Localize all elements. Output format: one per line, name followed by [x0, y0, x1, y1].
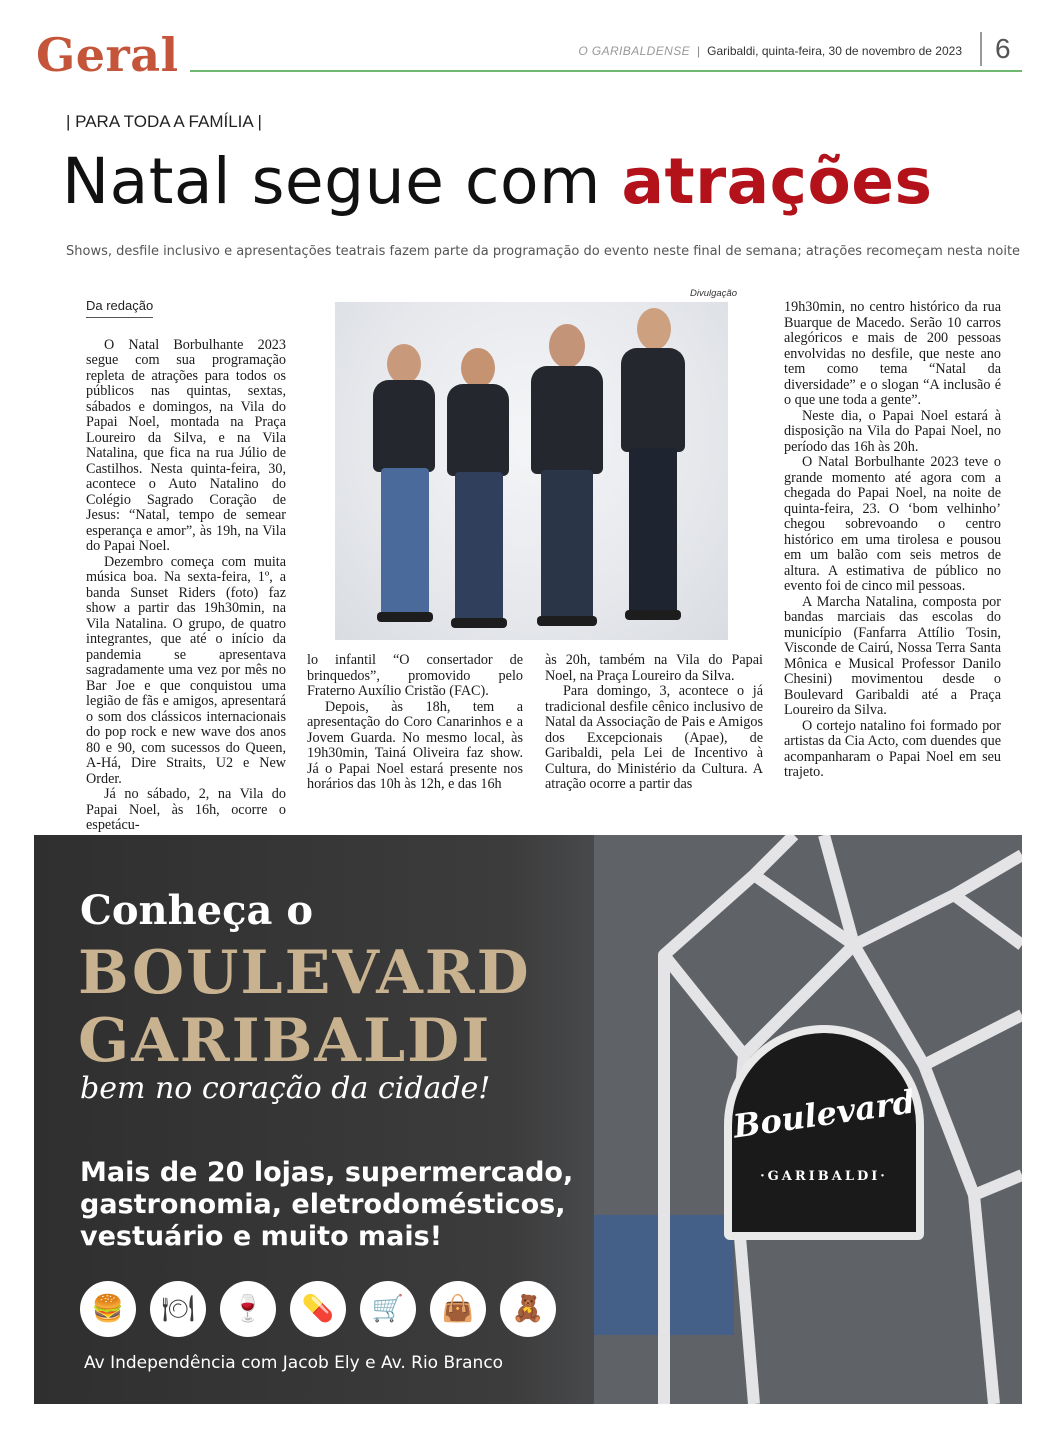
paragraph: Neste dia, o Papai Noel estará à disposição na Vila do Papai Noel, no período das 16h às 20h. — [784, 407, 1001, 455]
ad-address: Av Independência com Jacob Ely e Av. Rio Branco — [84, 1353, 504, 1373]
headline-main: Natal segue com — [62, 145, 622, 218]
wine-glass-icon: 🍷 — [220, 1281, 276, 1337]
subhead: Shows, desfile inclusivo e apresentações teatrais fazem parte da programação do evento neste final de semana; atrações recomeçam nesta noite — [66, 244, 1021, 259]
band-photo — [335, 302, 728, 640]
food-icon: 🍔 — [80, 1281, 136, 1337]
byline: Da redação — [86, 298, 153, 318]
paragraph: A Marcha Natalina, composta por bandas marciais das escolas do município (Fanfarra Attílio Tosin, Visconde de Cairú, Nossa Terra Santa Mônica e Musical Professor Danilo Chesini) movimentou desde o Boulevard Garibaldi até a Praça Loureiro da Silva. — [784, 593, 1001, 718]
sign-subtitle: ·GARIBALDI· — [760, 1169, 888, 1184]
paragraph: O cortejo natalino foi formado por artistas da Cia Acto, com duendes que acompanharam o Papai Noel em seu trajeto. — [784, 717, 1001, 780]
paragraph: O Natal Borbulhante 2023 segue com sua programação repleta de atrações para todos os públicos nas quintas, sextas, sábados e domingos, na Vila do Papai Noel, montada na Praça Loureiro da Silva, e na Vila Natalina, que fica na rua Júlio de Castilhos. Nesta quinta-feira, 30, acontece o Auto Natalino do Colégio Sagrado Coração de Jesus: “Natal, tempo de semear esperança e amor”, às 19h, na Vila do Papai Noel. — [86, 336, 286, 554]
ad-script-slogan: bem no coração da cidade! — [80, 1071, 491, 1106]
header-rule — [190, 70, 1022, 72]
newspaper-name: O GARIBALDENSE — [578, 44, 691, 58]
boulevard-sign — [724, 1025, 924, 1240]
photo-credit: Divulgação — [690, 288, 737, 299]
sign-brand: Boulevard — [730, 1082, 918, 1146]
headline-accent: atrações — [621, 145, 933, 218]
paragraph: 19h30min, no centro histórico da rua Buarque de Macedo. Serão 10 carros alegóricos e mais de 200 pessoas envolvidas no desfile, que neste ano tem como tema “Natal da diversidade” e o slogan “A inclusão é o que une toda a gente”. — [784, 299, 1001, 408]
ad-body-text: Mais de 20 lojas, supermercado, gastronomia, eletrodomésticos, vestuário e muito mais! — [80, 1157, 574, 1252]
paragraph: lo infantil “O consertador de brinquedos”, promovido pelo Fraterno Auxílio Cristão (FAC). — [307, 652, 523, 699]
article-column-2 — [307, 653, 523, 793]
paragraph: Para domingo, 3, acontece o já tradicional desfile cênico inclusivo de Natal da Associação de Pais e Amigos dos Excepcionais (Apae), de Garibaldi, pela Lei de Incentivo à Cultura, do Ministério da Cultura. A atração ocorre a partir das — [545, 683, 763, 792]
shopping-cart-icon: 🛒 — [360, 1281, 416, 1337]
ad-title-brand — [78, 939, 531, 1075]
dateline: Garibaldi, quinta-feira, 30 de novembro de 2023 — [707, 44, 962, 58]
paragraph: Depois, às 18h, tem a apresentação do Coro Canarinhos e a Jovem Guarda. No mesmo local, às 19h30min, Tainá Oliveira faz show. Já o Papai Noel estará presente nos horários das 10h às 12h, e das 16h — [307, 698, 523, 792]
shopping-bag-icon: 👜 — [430, 1281, 486, 1337]
ad-title-line2: BOULEVARD — [78, 938, 531, 1008]
kicker: | PARA TODA A FAMÍLIA | — [66, 112, 262, 131]
article-column-1 — [86, 298, 286, 834]
ad-title-line3: GARIBALDI — [78, 1006, 492, 1076]
ad-title-line1: Conheça o — [80, 887, 314, 934]
service-tray-icon: 🍽 — [150, 1281, 206, 1337]
page-number: 6 — [980, 32, 1011, 66]
paragraph: O Natal Borbulhante 2023 teve o grande momento até agora com a chegada do Papai Noel, na noite de quinta-feira, 23. O ‘bom velhinho’ chegou sobrevoando o centro histórico em uma tirolesa e pousou em um balão com seis metros de altura. A estimativa de público no evento foi de cinco mil pessoas. — [784, 454, 1001, 594]
section-title: Geral — [36, 28, 179, 82]
paragraph: às 20h, também na Vila do Papai Noel, na Praça Loureiro da Silva. — [545, 652, 763, 684]
paragraph: Dezembro começa com muita música boa. Na sexta-feira, 1º, a banda Sunset Riders (foto) faz show a partir das 19h30min, na Vila Natalina. O grupo, de quatro integrantes, que até o início da pandemia se apresentava sagradamente uma vez por mês no Bar Joe e que conquistou uma legião de fãs e amigos, apresentará o som dos clássicos internacionais do pop rock e new wave dos anos 80 e 90, com sucessos do Queen, A-Há, Dire Straits, U2 e New Order. — [86, 553, 286, 787]
ad-icon-row — [80, 1281, 556, 1337]
article-column-3 — [545, 653, 763, 793]
header-meta: O GARIBALDENSE | Garibaldi, quinta-feira, 30 de novembro de 2023 — [578, 44, 962, 58]
headline — [62, 140, 933, 224]
article-column-4 — [784, 300, 1001, 781]
pharmacy-pill-icon: 💊 — [290, 1281, 346, 1337]
paragraph: Já no sábado, 2, na Vila do Papai Noel, às 16h, ocorre o espetácu- — [86, 786, 286, 833]
teddy-bear-icon: 🧸 — [500, 1281, 556, 1337]
boulevard-ad — [34, 835, 1022, 1404]
